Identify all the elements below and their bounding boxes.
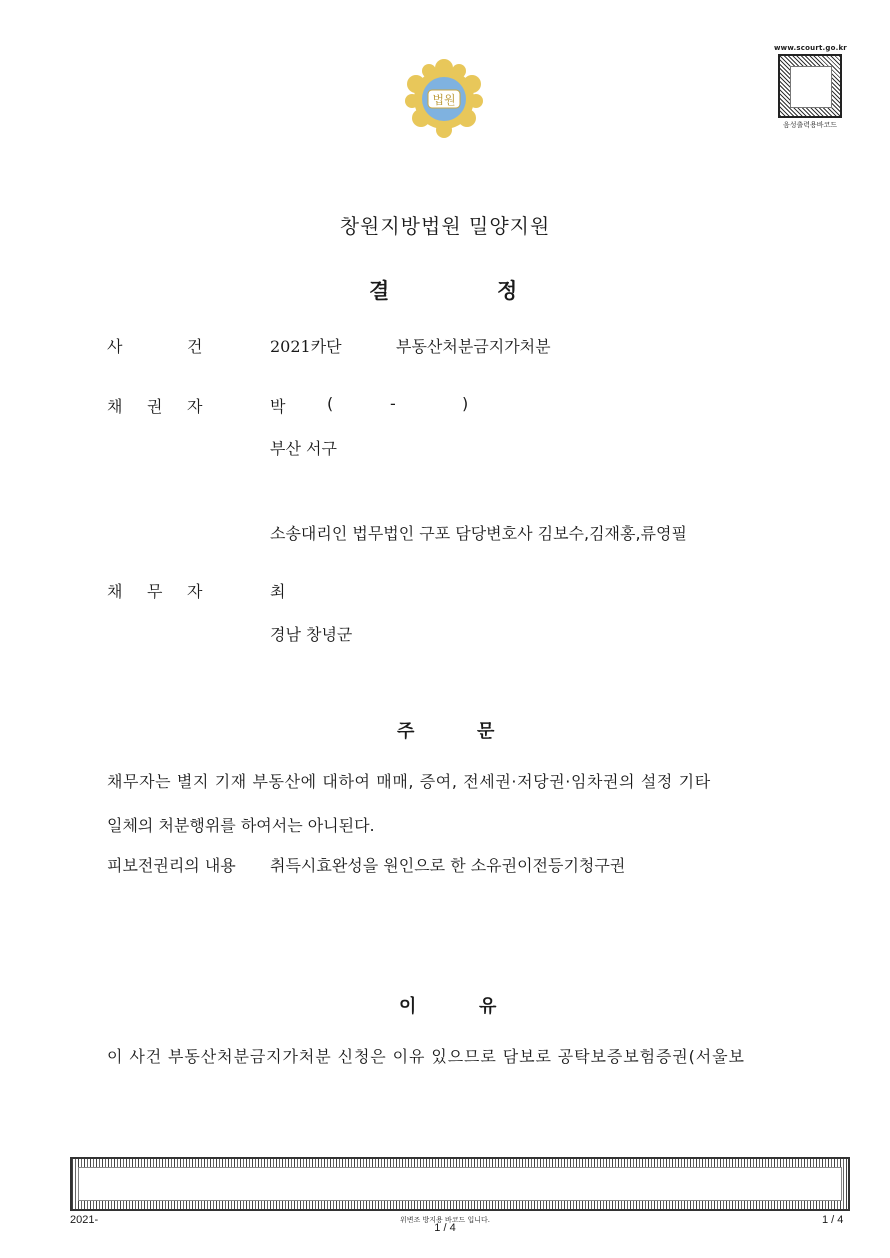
creditor-id-dash: - — [390, 394, 396, 413]
page-number-right: 1 / 4 — [822, 1214, 844, 1226]
creditor-name: 박 — [270, 397, 286, 416]
qr-url: www.scourt.go.kr — [774, 44, 847, 52]
order-title-char-2: 문 — [477, 721, 495, 742]
creditor-id-close: ) — [462, 394, 469, 413]
case-number: 2021카단 — [270, 337, 342, 356]
footer-case-prefix: 2021- — [70, 1214, 99, 1226]
court-emblem-icon — [403, 58, 485, 140]
voice-output-barcode — [774, 44, 846, 136]
debtor-name: 최 — [270, 582, 286, 601]
order-preserved-right-value: 취득시효완성을 원인으로 한 소유권이전등기청구권 — [270, 856, 626, 875]
order-line-2: 일체의 처분행위를 하여서는 아니된다. — [107, 816, 375, 835]
reason-title-char-1: 이 — [399, 996, 417, 1017]
case-name: 부동산처분금지가처분 — [396, 337, 551, 356]
order-preserved-right-label: 피보전권리의 내용 — [107, 856, 236, 875]
reason-line-1: 이 사건 부동산처분금지가처분 신청은 이유 있으므로 담보로 공탁보증보험증권(서울보 — [107, 1047, 745, 1066]
creditor-agent: 소송대리인 법무법인 구포 담당변호사 김보수,김재홍,류영필 — [270, 524, 687, 543]
doc-title-char-1: 결 — [369, 279, 390, 303]
creditor-id-open: ( — [327, 394, 334, 413]
order-title-char-1: 주 — [397, 721, 415, 742]
creditor-address: 부산 서구 — [270, 439, 337, 458]
reason-title-char-2: 유 — [479, 996, 497, 1017]
order-line-1: 채무자는 별지 기재 부동산에 대하여 매매, 증여, 전세권·저당권·임차권의 설정 기타 — [107, 772, 711, 791]
doc-title-char-2: 정 — [497, 279, 518, 303]
debtor-address: 경남 창녕군 — [270, 625, 353, 644]
barcode-caption: 위변조 방지용 바코드 입니다. — [399, 1216, 491, 1224]
qr-caption: 음성출력용바코드 — [782, 121, 838, 129]
emblem-text: 법원 — [432, 93, 456, 107]
anti-forgery-barcode-icon — [70, 1157, 850, 1211]
court-name: 창원지방법원 밀양지원 — [339, 214, 551, 238]
qr-code-icon — [778, 54, 842, 118]
page-number-center: 1 / 4 — [434, 1222, 456, 1234]
